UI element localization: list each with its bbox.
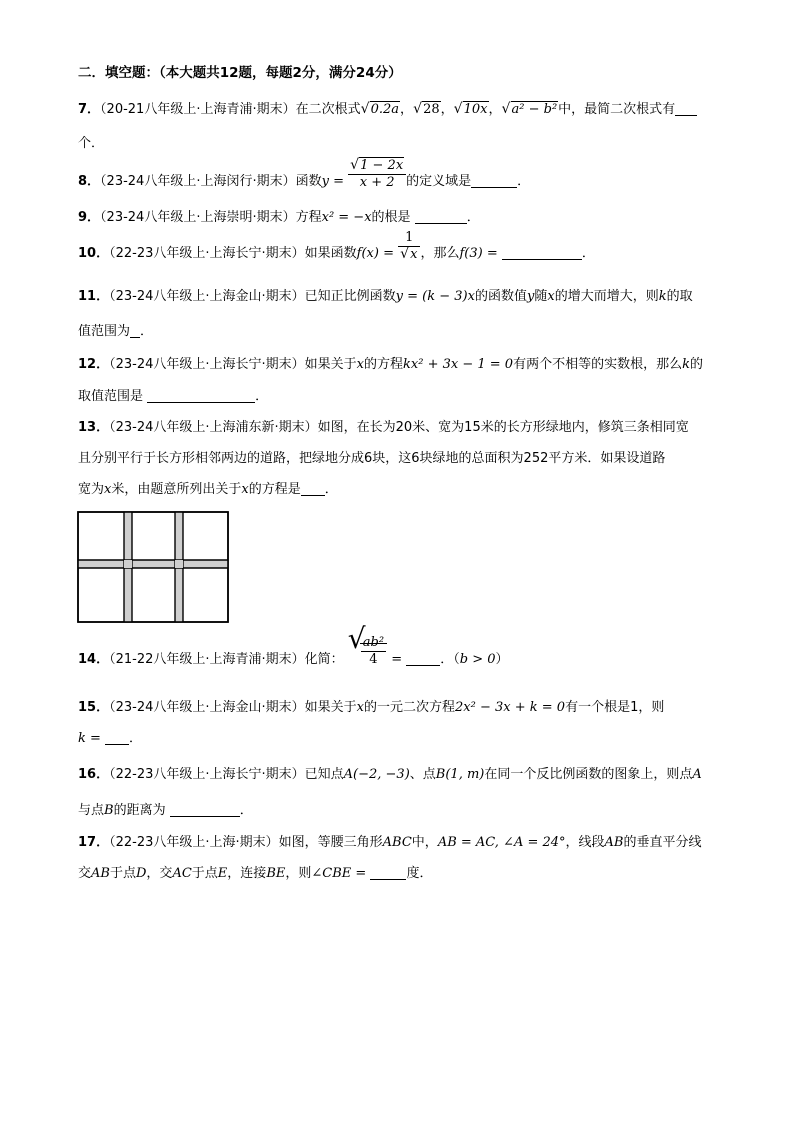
question-text: 如果关于 xyxy=(304,700,357,715)
period: ． xyxy=(140,324,154,339)
math-expression: = xyxy=(387,652,403,667)
question-text: 度． xyxy=(406,866,433,881)
answer-blank[interactable] xyxy=(415,209,467,224)
question-16-line-2 xyxy=(78,801,253,821)
question-text: 已知正比例函数 xyxy=(304,289,396,304)
question-text: ，连接 xyxy=(227,866,267,881)
question-text: 的函数值 xyxy=(474,289,527,304)
question-text: 与点 xyxy=(78,803,105,818)
question-number: 12． xyxy=(78,357,110,372)
question-13-line-2: 且分别平行于长方形相邻两边的道路，把绿地分成6块，这6块绿地的总面积为252平方米．如果设道路 xyxy=(78,451,666,466)
math-expression: A(−2, −3) xyxy=(343,767,410,782)
answer-blank[interactable] xyxy=(130,323,140,338)
period: ． xyxy=(466,210,480,225)
question-text: 的方程 xyxy=(364,357,404,372)
math-variable: BE xyxy=(266,866,286,881)
question-source: （23-24八年级上·上海崇明·期末） xyxy=(100,210,296,225)
question-source: （21-22八年级上·上海青浦·期末） xyxy=(109,652,305,667)
math-variable: ABC xyxy=(382,835,412,850)
question-number: 14． xyxy=(78,652,110,667)
math-expression: B(1, m) xyxy=(435,767,485,782)
question-7-line-2: 个． xyxy=(78,136,105,151)
question-source: （23-24八年级上·上海长宁·期末） xyxy=(109,357,305,372)
answer-blank[interactable] xyxy=(675,101,697,116)
question-source: （23-24八年级上·上海金山·期末） xyxy=(109,289,305,304)
math-variable: AB xyxy=(604,835,624,850)
math-variable: D xyxy=(135,866,147,881)
period: ． xyxy=(324,482,338,497)
math-variable: x xyxy=(356,700,364,715)
math-variable: x xyxy=(104,482,112,497)
math-variable: k xyxy=(658,289,667,304)
question-number: 9． xyxy=(78,210,101,225)
math-variable: x xyxy=(547,289,555,304)
question-text: 方程 xyxy=(295,210,322,225)
math-expression: f(3) = xyxy=(459,246,498,261)
green-land-road-diagram xyxy=(77,511,229,623)
question-7-line-1 xyxy=(78,100,697,120)
question-text: 有一个根是1，则 xyxy=(565,700,665,715)
math-variable: AC xyxy=(172,866,192,881)
question-11-line-2 xyxy=(78,322,153,342)
answer-blank[interactable] xyxy=(406,651,440,666)
question-12-line-1 xyxy=(78,355,703,375)
question-number: 7． xyxy=(78,102,101,117)
separator: ， xyxy=(440,102,454,117)
question-10 xyxy=(78,230,595,264)
question-text: 于点 xyxy=(109,866,136,881)
question-13-line-1 xyxy=(78,418,689,438)
math-expression: x² = −x xyxy=(321,210,372,225)
separator: ， xyxy=(488,102,502,117)
math-expression: kx² + 3x − 1 = 0 xyxy=(403,357,514,372)
question-source: （23-24八年级上·上海浦东新·期末） xyxy=(109,420,318,435)
question-text: 交 xyxy=(78,866,92,881)
math-variable: x xyxy=(356,357,364,372)
radical-expression: √ 10x xyxy=(453,101,488,117)
radical-expression: √ 28 xyxy=(413,101,440,117)
question-number: 15． xyxy=(78,700,110,715)
question-text: 的垂直平分线 xyxy=(623,835,702,850)
math-expression: y = xyxy=(321,174,344,189)
math-variable: y xyxy=(526,289,535,304)
question-text: ，交 xyxy=(146,866,173,881)
answer-blank[interactable] xyxy=(502,245,582,260)
question-text: 于点 xyxy=(191,866,218,881)
question-source: （22-23八年级上·上海长宁·期末） xyxy=(109,767,305,782)
answer-blank[interactable] xyxy=(471,173,517,188)
math-variable: A xyxy=(692,767,702,782)
question-source: （23-24八年级上·上海金山·期末） xyxy=(109,700,305,715)
question-text: 宽为 xyxy=(78,482,105,497)
question-text: ，则 xyxy=(285,866,312,881)
math-variable: AB xyxy=(91,866,110,881)
question-14 xyxy=(78,622,509,670)
question-text: 中，最简二次根式有 xyxy=(558,102,676,117)
question-text: 有两个不相等的实数根，那么 xyxy=(513,357,683,372)
question-text: 如图，在长为20米、宽为15米的长方形绿地内，修筑三条相同宽 xyxy=(317,420,689,435)
question-text: ，线段 xyxy=(565,835,605,850)
question-text: 取值范围是 xyxy=(78,389,144,404)
question-text: 的一元二次方程 xyxy=(364,700,456,715)
math-expression: k = xyxy=(78,731,101,746)
math-expression: f(x) = xyxy=(356,246,394,261)
question-number: 16． xyxy=(78,767,110,782)
question-17-line-1 xyxy=(78,833,702,853)
question-13-line-3 xyxy=(78,480,338,500)
question-number: 11． xyxy=(78,289,110,304)
question-text: 如果函数 xyxy=(304,246,357,261)
answer-blank[interactable] xyxy=(301,481,325,496)
period: ． xyxy=(517,174,531,189)
question-text: 的增大而增大，则 xyxy=(554,289,659,304)
question-text: 如图，等腰三角形 xyxy=(278,835,383,850)
question-12-line-2 xyxy=(78,387,268,407)
question-9 xyxy=(78,208,480,228)
question-text: 化简： xyxy=(304,652,344,667)
question-number: 10． xyxy=(78,246,110,261)
question-text: 、点 xyxy=(409,767,436,782)
radical-expression: √ a² − b² xyxy=(501,101,558,117)
question-text: 在同一个反比例函数的图象上，则点 xyxy=(484,767,693,782)
question-text: 米，由题意所列出关于 xyxy=(111,482,242,497)
question-text: 如果关于 xyxy=(304,357,357,372)
math-expression: AB = AC, ∠A = 24° xyxy=(437,835,566,850)
question-source: （23-24八年级上·上海闵行·期末） xyxy=(100,174,296,189)
radical-fraction: √ $\frac{\text{ab²}}{4}$ xyxy=(348,635,387,668)
horizontal-road xyxy=(78,560,228,568)
math-variable: x xyxy=(241,482,249,497)
question-source: （22-23八年级上·上海长宁·期末） xyxy=(109,246,305,261)
question-number: 17． xyxy=(78,835,110,850)
math-expression: ∠CBE = xyxy=(311,866,367,881)
question-text: 已知点 xyxy=(304,767,344,782)
question-text: 的根是 xyxy=(371,210,411,225)
answer-blank[interactable] xyxy=(147,388,255,403)
question-text: ） xyxy=(495,652,509,667)
question-11-line-1 xyxy=(78,287,693,307)
radical-expression: √ 0.2a xyxy=(360,101,400,117)
math-variable: E xyxy=(217,866,228,881)
period: ． xyxy=(581,246,595,261)
math-variable: B xyxy=(104,803,114,818)
question-text: ．（ xyxy=(440,652,460,667)
question-text: 的 xyxy=(689,357,703,372)
question-source: （20-21八年级上·上海青浦·期末） xyxy=(100,102,296,117)
question-text: ，那么 xyxy=(420,246,460,261)
period: ． xyxy=(239,803,253,818)
question-text: 的距离为 xyxy=(113,803,166,818)
question-text: 在二次根式 xyxy=(295,102,361,117)
math-expression: 2x² − 3x + k = 0 xyxy=(455,700,566,715)
period: ． xyxy=(129,731,143,746)
math-variable: k xyxy=(682,357,690,372)
question-15-line-2 xyxy=(78,729,142,749)
question-number: 13． xyxy=(78,420,110,435)
period: ． xyxy=(255,389,269,404)
question-text: 函数 xyxy=(295,174,322,189)
question-text: 值范围为 xyxy=(78,324,131,339)
fraction: 1 √ x xyxy=(398,230,420,263)
question-text: 随 xyxy=(534,289,548,304)
question-text: 中， xyxy=(411,835,438,850)
answer-blank[interactable] xyxy=(105,730,129,745)
question-17-line-2 xyxy=(78,864,432,884)
answer-blank[interactable] xyxy=(170,802,240,817)
question-15-line-1 xyxy=(78,698,664,718)
question-source: （22-23八年级上·上海·期末） xyxy=(109,835,279,850)
section-title: 二．填空题：（本大题共12题，每题2分，满分24分） xyxy=(78,65,402,81)
question-8 xyxy=(78,157,531,192)
question-16-line-1 xyxy=(78,765,702,785)
math-expression: y = (k − 3)x xyxy=(395,289,475,304)
fraction: √ 1 − 2x x + 2 xyxy=(348,158,406,191)
separator: ， xyxy=(400,102,414,117)
question-text: 的定义域是 xyxy=(406,174,472,189)
question-text: 的取 xyxy=(666,289,693,304)
math-expression: b > 0 xyxy=(459,652,496,667)
answer-blank[interactable] xyxy=(370,865,406,880)
question-text: 的方程是 xyxy=(248,482,301,497)
question-number: 8． xyxy=(78,174,101,189)
